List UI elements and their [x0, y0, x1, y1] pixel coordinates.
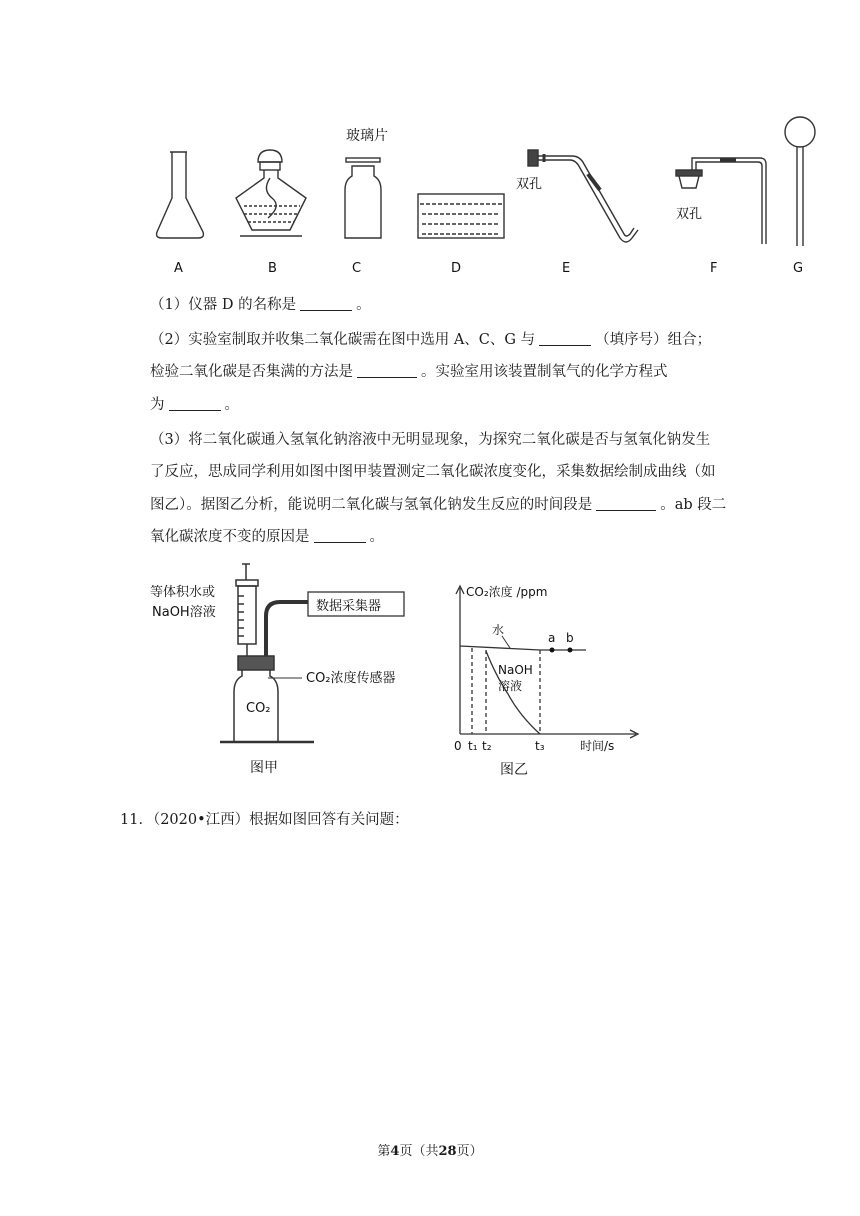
letter-b: B — [268, 261, 277, 276]
bottle-label: CO₂ — [246, 701, 271, 716]
figure-yi — [440, 576, 660, 786]
funnel-g — [785, 117, 815, 246]
question-11: 11．（2020•江西）根据如图回答有关问题： — [120, 812, 409, 828]
double-hole-label-e: 双孔 — [516, 177, 543, 192]
answer-blank[interactable] — [596, 496, 656, 511]
answer-blank[interactable] — [314, 528, 366, 543]
letter-c: C — [352, 261, 362, 276]
letter-f: F — [710, 261, 718, 276]
point-b-label: b — [566, 631, 574, 645]
letter-g: G — [793, 261, 804, 276]
answer-blank[interactable] — [169, 396, 221, 411]
page-footer: 第4页（共28页） — [377, 1144, 483, 1159]
sensor-label: CO₂浓度传感器 — [306, 671, 396, 686]
figure-jia — [150, 556, 430, 786]
t2-label: t₂ — [482, 739, 492, 753]
liquid-label-1: 等体积水或 — [150, 585, 216, 600]
question-3-line-2: 了反应，思成同学利用如图中图甲装置测定二氧化碳浓度变化，采集数据绘制成曲线（如 — [150, 464, 716, 480]
answer-blank[interactable] — [300, 296, 352, 311]
point-b-marker — [568, 648, 573, 653]
y-axis-label: CO₂浓度 /ppm — [466, 585, 548, 599]
glass-sheet-label: 玻璃片 — [346, 128, 388, 144]
double-hole-label-f: 双孔 — [676, 207, 703, 222]
question-3-line-4: 氧化碳浓度不变的原因是 。 — [150, 529, 384, 545]
naoh-label-1: NaOH — [498, 663, 533, 677]
caption-jia: 图甲 — [250, 760, 278, 776]
gas-jar-c — [345, 158, 381, 238]
x-axis-label: 时间/s — [580, 739, 615, 753]
caption-yi: 图乙 — [500, 762, 528, 778]
letter-a: A — [174, 261, 183, 276]
point-a-marker — [550, 648, 555, 653]
t1-label: t₁ — [468, 739, 478, 753]
naoh-label-2: 溶液 — [498, 679, 523, 693]
page-total: 28 — [438, 1144, 457, 1159]
letter-d: D — [451, 261, 462, 276]
point-a-label: a — [548, 631, 556, 645]
t3-label: t₃ — [535, 739, 545, 753]
question-2-line-3: 为 。 — [150, 397, 239, 413]
origin-label: 0 — [454, 739, 462, 753]
answer-blank[interactable] — [539, 331, 591, 346]
water-label: 水 — [492, 623, 505, 637]
question-2-line-1: （2）实验室制取并收集二氧化碳需在图中选用 A、C、G 与 （填序号）组合； — [150, 332, 712, 348]
stopper-tube-e — [528, 150, 638, 242]
page-number: 4 — [390, 1144, 400, 1159]
apparatus-figure — [140, 110, 820, 280]
liquid-label-2: NaOH溶液 — [152, 605, 216, 620]
question-2-line-2: 检验二氧化碳是否集满的方法是 。实验室用该装置制氧气的化学方程式 — [150, 364, 668, 380]
answer-blank[interactable] — [357, 363, 417, 378]
letter-e: E — [562, 261, 571, 276]
alcohol-lamp-b — [236, 150, 306, 236]
question-1: （1）仪器 D 的名称是 。 — [150, 297, 371, 313]
question-3-line-3: 图乙）。据图乙分析，能说明二氧化碳与氢氧化钠发生反应的时间段是 。ab 段二 — [150, 497, 727, 513]
conical-flask-a — [157, 152, 204, 238]
water-trough-d — [418, 194, 504, 238]
stopper-tube-f — [676, 158, 766, 244]
collector-label: 数据采集器 — [316, 599, 382, 614]
question-3-line-1: （3）将二氧化碳通入氢氧化钠溶液中无明显现象，为探究二氧化碳是否与氢氧化钠发生 — [150, 432, 711, 448]
